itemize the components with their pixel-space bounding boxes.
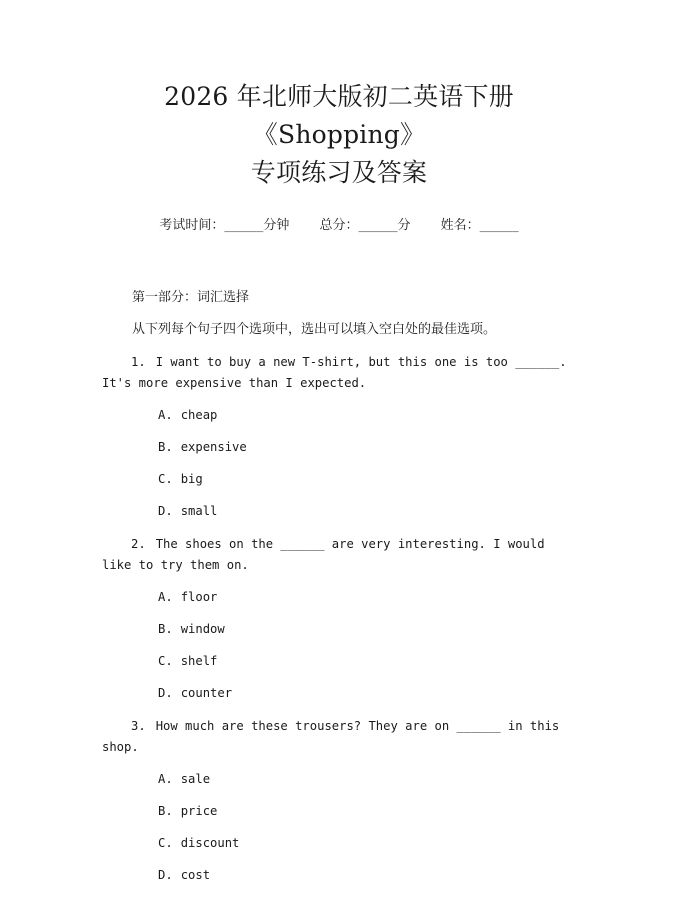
option-label: A. [158,408,173,422]
question-number: 1. [131,355,146,369]
section-heading: 第一部分：词汇选择 [132,290,250,305]
question-2-option-d[interactable] [158,683,576,704]
question-2 [102,534,576,576]
option-label: C. [158,836,173,850]
question-text: The shoes on the ______ are very interesting. I would like to try them on. [102,537,545,572]
question-3-option-c[interactable] [158,833,576,854]
option-label: C. [158,472,173,486]
option-text: counter [180,686,233,700]
option-text: discount [180,836,240,850]
option-label: B. [158,804,173,818]
question-1-option-c[interactable] [158,469,576,490]
option-label: A. [158,590,173,604]
question-1-option-a[interactable] [158,405,576,426]
question-2-option-b[interactable] [158,619,576,640]
question-2-option-a[interactable] [158,587,576,608]
option-text: floor [180,590,218,604]
question-3-option-d[interactable] [158,865,576,886]
exam-time: 考试时间：______分钟 [159,218,290,233]
question-list [102,352,576,886]
option-text: expensive [180,440,247,454]
option-text: big [180,472,203,486]
option-text: price [180,804,218,818]
section-instruction: 从下列每个句子四个选项中，选出可以填入空白处的最佳选项。 [132,322,497,337]
document-title [102,78,576,192]
option-text: shelf [180,654,218,668]
question-3-option-b[interactable] [158,801,576,822]
question-3-option-a[interactable] [158,769,576,790]
option-label: A. [158,772,173,786]
option-text: small [180,504,218,518]
option-label: B. [158,622,173,636]
question-1-option-b[interactable] [158,437,576,458]
option-text: cost [180,868,211,882]
option-label: C. [158,654,173,668]
exam-name: 姓名：______ [440,218,519,233]
option-text: sale [180,772,211,786]
option-text: cheap [180,408,218,422]
title-line-1: 2026 年北师大版初二英语下册《Shopping》 [164,82,514,149]
question-text: How much are these trousers? They are on ______ in this shop. [102,719,560,754]
question-text: I want to buy a new T-shirt, but this one is too ______. It's more expensive than I expected. [102,355,567,390]
question-2-option-c[interactable] [158,651,576,672]
option-text: window [180,622,225,636]
option-label: D. [158,868,173,882]
option-label: D. [158,686,173,700]
question-3 [102,716,576,758]
title-line-2: 专项练习及答案 [250,158,428,187]
question-number: 2. [131,537,146,551]
question-1 [102,352,576,394]
exam-meta [102,216,576,236]
question-1-option-d[interactable] [158,501,576,522]
option-label: B. [158,440,173,454]
question-number: 3. [131,719,146,733]
exam-score: 总分：______分 [319,218,411,233]
option-label: D. [158,504,173,518]
